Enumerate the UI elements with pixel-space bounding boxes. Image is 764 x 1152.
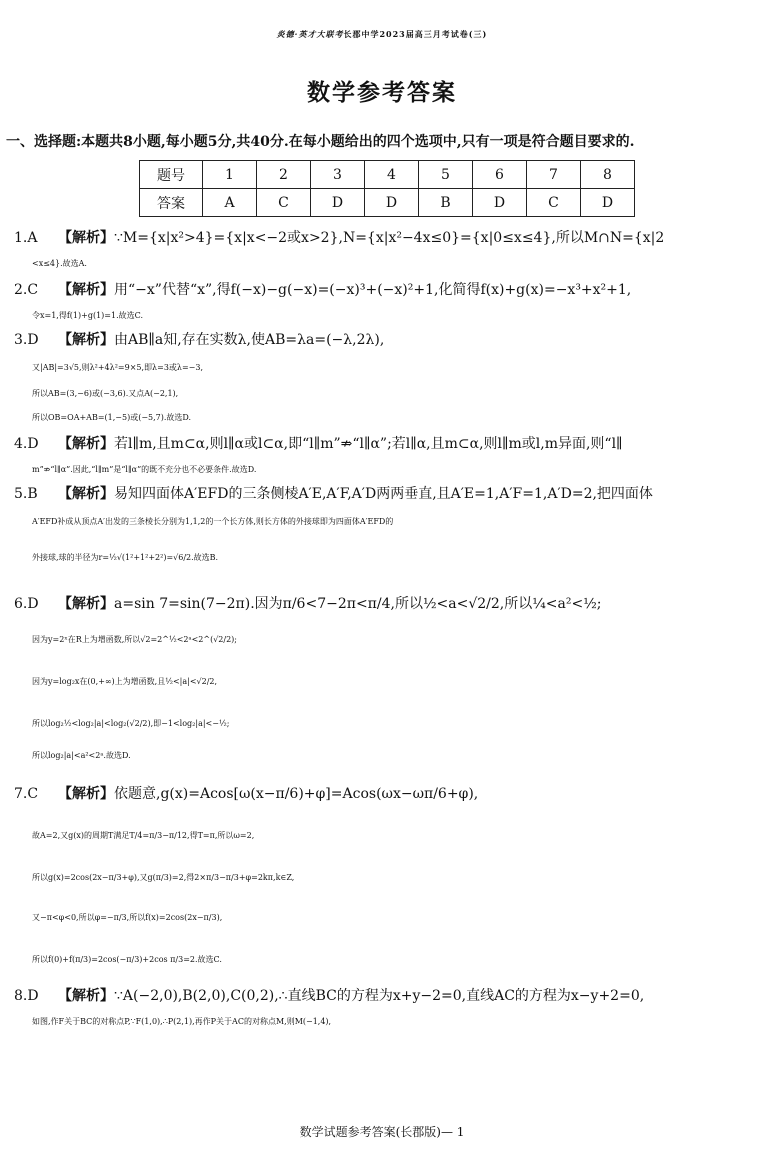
title-exam-name: 长郡中学2023届高三月考试卷(三) bbox=[343, 29, 488, 39]
solution-q6-line1 bbox=[14, 594, 758, 614]
analysis-tag: 【解析】 bbox=[58, 230, 114, 246]
answer-cell: B bbox=[419, 189, 473, 217]
solution-q7-line3: 所以g(x)=2cos(2x−π/3+φ),又g(π/3)=2,得2×π/3−π/3+φ=2kπ,k∈Z, bbox=[32, 873, 295, 882]
solution-q3-line3: 所以AB=(3,−6)或(−3,6).又点A(−2,1), bbox=[32, 389, 179, 398]
row-label-answer: 答案 bbox=[140, 189, 203, 217]
question-number-cell: 4 bbox=[365, 161, 419, 189]
question-number-cell: 2 bbox=[257, 161, 311, 189]
question-number: 1.A bbox=[14, 230, 38, 246]
question-number-cell: 1 bbox=[203, 161, 257, 189]
question-number-cell: 7 bbox=[527, 161, 581, 189]
solution-q8-line1 bbox=[14, 986, 758, 1006]
solution-q6-line3: 因为y=log₂x在(0,+∞)上为增函数,且½<|a|<√2/2, bbox=[32, 677, 218, 686]
analysis-tag: 【解析】 bbox=[58, 786, 114, 802]
question-number: 7.C bbox=[14, 786, 39, 802]
solution-q4-line1 bbox=[14, 434, 758, 454]
solution-q6-line4: 所以log₂½<log₂|a|<log₂(√2/2),即−1<log₂|a|<−½; bbox=[32, 719, 230, 728]
answer-cell: D bbox=[473, 189, 527, 217]
solution-text: 依题意,g(x)=Acos[ω(x−π/6)+φ]=Acos(ωx−ωπ/6+φ), bbox=[114, 786, 479, 802]
solution-q2-line1 bbox=[14, 280, 758, 300]
question-number-cell: 8 bbox=[581, 161, 635, 189]
solution-q7-line5: 所以f(0)+f(π/3)=2cos(−π/3)+2cos π/3=2.故选C. bbox=[32, 955, 222, 964]
answer-cell: A bbox=[203, 189, 257, 217]
solution-q7-line2: 故A=2,又g(x)的周期T满足T/4=π/3−π/12,得T=π,所以ω=2, bbox=[32, 831, 255, 840]
solution-text: ∵A(−2,0),B(2,0),C(0,2),∴直线BC的方程为x+y−2=0,直线AC的方程为x−y+2=0, bbox=[114, 988, 645, 1004]
solution-q3-line4: 所以OB=OA+AB=(1,−5)或(−5,7).故选D. bbox=[32, 413, 192, 422]
solution-q5-line3: 外接球,球的半径为r=½√(1²+1²+2²)=√6/2.故选B. bbox=[32, 553, 219, 562]
solution-text: 若l∥m,且m⊂α,则l∥α或l⊂α,即“l∥m”⇏“l∥α”;若l∥α,且m⊂α,则l∥m或l,m异面,则“l∥ bbox=[114, 436, 623, 452]
section-heading: 一、选择题:本题共8小题,每小题5分,共40分.在每小题给出的四个选项中,只有一项是符合题目要求的. bbox=[6, 134, 635, 150]
question-number: 3.D bbox=[14, 332, 39, 348]
solution-q7-line4: 又−π<φ<0,所以φ=−π/3,所以f(x)=2cos(2x−π/3), bbox=[32, 913, 223, 922]
answer-table bbox=[139, 160, 635, 217]
solution-q5-line1 bbox=[14, 484, 758, 504]
page-footer: 数学试题参考答案(长郡版)— 1 bbox=[299, 1125, 465, 1139]
solution-q6-line2: 因为y=2ˣ在R上为增函数,所以√2=2^½<2ᵃ<2^(√2/2); bbox=[32, 635, 237, 644]
answer-cell: D bbox=[581, 189, 635, 217]
row-label-number: 题号 bbox=[140, 161, 203, 189]
analysis-tag: 【解析】 bbox=[58, 436, 114, 452]
analysis-tag: 【解析】 bbox=[58, 596, 114, 612]
solution-q8-line2: 如图,作F关于BC的对称点P,∵F(1,0),∴P(2,1),再作P关于AC的对称点M,则M(−1,4), bbox=[32, 1017, 332, 1026]
solution-q1-line1 bbox=[14, 228, 758, 248]
analysis-tag: 【解析】 bbox=[58, 486, 114, 502]
answer-table-row-numbers bbox=[140, 161, 635, 189]
solution-text: a=sin 7=sin(7−2π).因为π/6<7−2π<π/4,所以½<a<√2/2,所以¼<a²<½; bbox=[114, 596, 602, 612]
page-title bbox=[0, 16, 764, 53]
solution-q6-line5: 所以log₂|a|<a²<2ᵃ.故选D. bbox=[32, 751, 131, 760]
solution-q3-line2: 又|AB|=3√5,则λ²+4λ²=9×5,即λ=3或λ=−3, bbox=[32, 363, 204, 372]
solution-q4-line2: m”⇏“l∥α”.因此,“l∥m”是“l∥α”的既不充分也不必要条件.故选D. bbox=[32, 465, 257, 474]
solution-q2-line2: 令x=1,得f(1)+g(1)=1.故选C. bbox=[32, 311, 144, 320]
question-number: 4.D bbox=[14, 436, 39, 452]
analysis-tag: 【解析】 bbox=[58, 988, 114, 1004]
answer-table-row-answers bbox=[140, 189, 635, 217]
title-brand: 炎德·英才大联考 bbox=[276, 29, 344, 39]
question-number: 8.D bbox=[14, 988, 39, 1004]
answer-cell: D bbox=[365, 189, 419, 217]
solution-q3-line1 bbox=[14, 330, 758, 350]
analysis-tag: 【解析】 bbox=[58, 282, 114, 298]
solution-text: ∵M={x|x²>4}={x|x<−2或x>2},N={x|x²−4x≤0}={x|0≤x≤4},所以M∩N={x|2 bbox=[114, 230, 665, 246]
question-number: 6.D bbox=[14, 596, 39, 612]
question-number-cell: 3 bbox=[311, 161, 365, 189]
question-number-cell: 6 bbox=[473, 161, 527, 189]
solution-q1-line2: <x≤4}.故选A. bbox=[32, 259, 87, 268]
solution-q5-line2: A′EFD补成从顶点A′出发的三条棱长分别为1,1,2的一个长方体,则长方体的外接球即为四面体A′EFD的 bbox=[32, 517, 394, 526]
question-number: 2.C bbox=[14, 282, 39, 298]
answer-cell: D bbox=[311, 189, 365, 217]
question-number-cell: 5 bbox=[419, 161, 473, 189]
solution-text: 由AB∥a知,存在实数λ,使AB=λa=(−λ,2λ), bbox=[114, 332, 385, 348]
solution-q7-line1 bbox=[14, 784, 758, 804]
question-number: 5.B bbox=[14, 486, 38, 502]
solution-text: 易知四面体A′EFD的三条侧棱A′E,A′F,A′D两两垂直,且A′E=1,A′F=1,A′D=2,把四面体 bbox=[114, 486, 653, 502]
solution-text: 用“−x”代替“x”,得f(−x)−g(−x)=(−x)³+(−x)²+1,化简得f(x)+g(x)=−x³+x²+1, bbox=[114, 282, 632, 298]
page-subtitle: 数学参考答案 bbox=[307, 80, 457, 106]
analysis-tag: 【解析】 bbox=[58, 332, 114, 348]
answer-cell: C bbox=[527, 189, 581, 217]
answer-cell: C bbox=[257, 189, 311, 217]
